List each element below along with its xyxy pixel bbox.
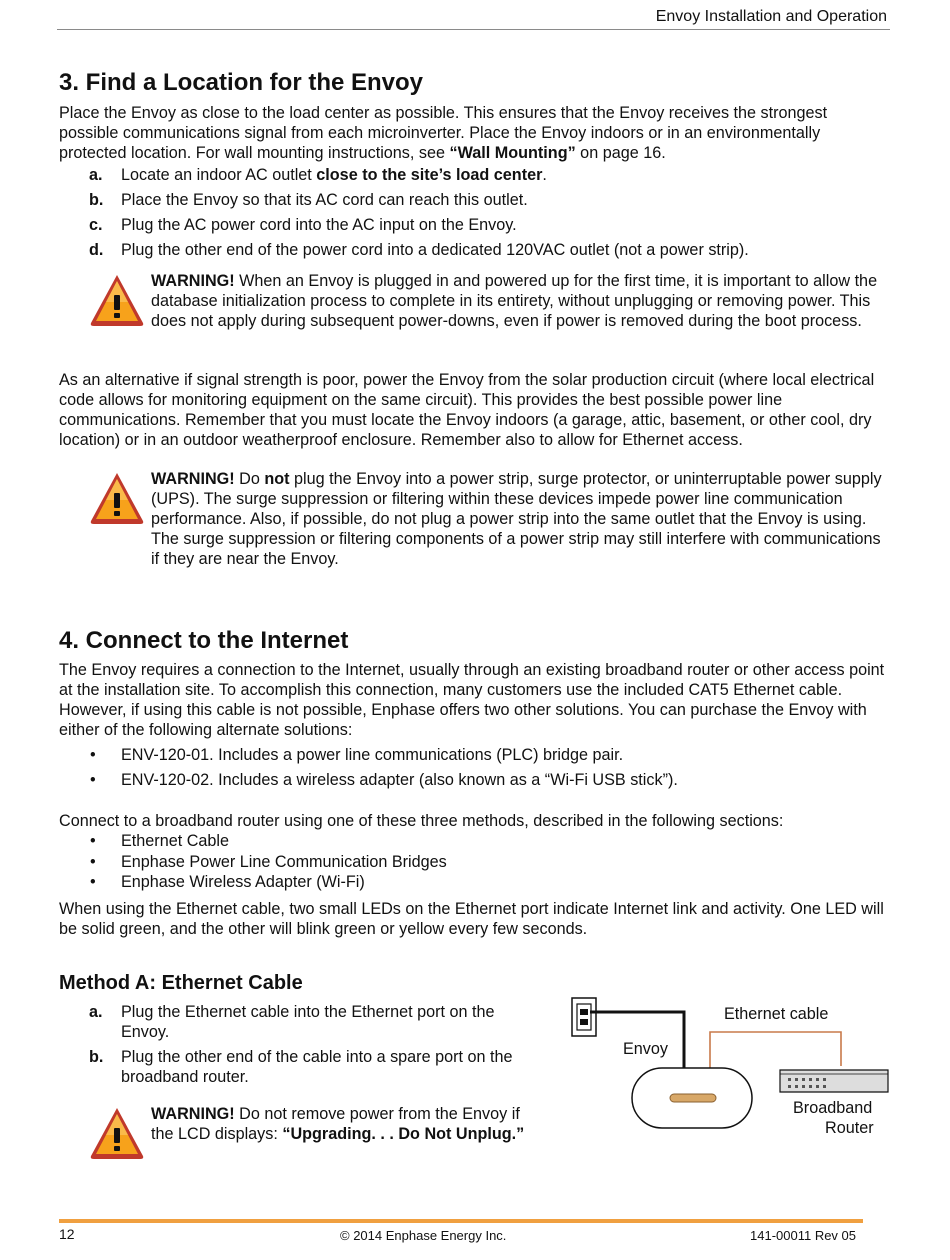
list-item: • ENV-120-01. Includes a power line communications (PLC) bridge pair.	[90, 746, 624, 764]
warning-text: WARNING! When an Envoy is plugged in and powered up for the first time, it is important to allow the database initialization process to complete in its entirety, without unplugging or removing power. This does not apply during subsequent power-downs, even if power is removed during the boot process.	[151, 272, 878, 330]
wall-outlet-icon	[572, 998, 596, 1036]
list-item: a. Locate an indoor AC outlet close to the site’s load center.	[89, 166, 547, 184]
connection-methods-list	[59, 832, 447, 894]
warning-triangle-icon	[88, 1104, 146, 1162]
section-3-intro	[59, 103, 891, 163]
ethernet-cable-label: Ethernet cable	[724, 1005, 829, 1023]
envoy-device-icon	[632, 1068, 752, 1128]
document-number: 141-00011 Rev 05	[750, 1228, 857, 1243]
ethernet-connection-diagram	[566, 994, 896, 1144]
list-item: b. Plug the other end of the cable into a spare port on the broadband router.	[89, 1048, 513, 1086]
router-label-line2: Router	[825, 1119, 874, 1137]
section-4-intro: The Envoy requires a connection to the Internet, usually through an existing broadband router or other access point at the installation site. To accomplish this connection, many customers use the included CAT5 Ethernet cable. However, if using this cable is not possible, Enphase offers two other solutions. You can purchase the Envoy with either of the following alternate solutions:	[59, 661, 885, 739]
warning-triangle-icon	[88, 469, 146, 527]
broadband-router-icon	[780, 1070, 888, 1092]
footer-rule	[59, 1219, 863, 1223]
wall-mounting-reference: “Wall Mounting”	[449, 144, 576, 162]
envoy-label: Envoy	[623, 1040, 668, 1058]
ethernet-cable-line	[710, 1032, 841, 1070]
list-item: • Enphase Power Line Communication Bridges	[90, 852, 447, 871]
warning-text: WARNING! Do not plug the Envoy into a power strip, surge protector, or uninterruptable power supply (UPS). The surge suppression or filtering within these devices impede power line communication performance. Also, if possible, do not plug a power strip into the same outlet that the Envoy is using. The surge suppression or filtering components of a power strip may still interfere with communications if they are near the Envoy.	[151, 470, 882, 568]
methods-intro: Connect to a broadband router using one of these three methods, described in the following sections:	[59, 812, 784, 830]
warning-triangle-icon	[88, 271, 146, 329]
intro-text: Place the Envoy as close to the load center as possible. This ensures that the Envoy receives the strongest possible communications signal from each microinverter. Place the Envoy indoors or in an environmentally protected location. For wall mounting instructions, see	[59, 104, 828, 162]
intro-text-end: on page 16.	[575, 144, 666, 162]
led-note: When using the Ethernet cable, two small LEDs on the Ethernet port indicate Internet link and activity. One LED will be solid green, and the other will blink green or yellow every few seconds.	[59, 900, 884, 938]
header-rule	[57, 29, 890, 30]
list-item: a. Plug the Ethernet cable into the Ethernet port on the Envoy.	[89, 1003, 495, 1041]
running-header: Envoy Installation and Operation	[655, 8, 887, 25]
section-3-heading: 3. Find a Location for the Envoy	[59, 69, 424, 96]
list-item: c. Plug the AC power cord into the AC input on the Envoy.	[89, 216, 517, 234]
alternate-solutions-list	[59, 746, 678, 796]
page-number: 12	[59, 1226, 75, 1242]
list-item: • ENV-120-02. Includes a wireless adapter (also known as a “Wi-Fi USB stick”).	[90, 771, 678, 789]
copyright: © 2014 Enphase Energy Inc.	[340, 1228, 507, 1243]
list-item: d. Plug the other end of the power cord into a dedicated 120VAC outlet (not a power strip).	[89, 241, 749, 259]
method-a-heading: Method A: Ethernet Cable	[59, 972, 303, 994]
location-steps	[59, 166, 749, 266]
alternative-paragraph: As an alternative if signal strength is poor, power the Envoy from the solar production circuit (where local electrical code allows for monitoring equipment on the same circuit). This provides the best possible power line communications. Remember that you must locate the Envoy indoors (a garage, attic, basement, or other cool, dry location) or in an outdoor weatherproof enclosure. Remember also to allow for Ethernet access.	[59, 371, 875, 449]
list-item: • Ethernet Cable	[90, 832, 229, 850]
router-label-line1: Broadband	[793, 1099, 873, 1117]
list-item: b. Place the Envoy so that its AC cord can reach this outlet.	[89, 191, 528, 209]
method-a-steps	[59, 1002, 559, 1092]
warning-text: WARNING! Do not remove power from the Envoy if the LCD displays: “Upgrading. . . Do Not Unplug.”	[151, 1105, 525, 1143]
list-item: • Enphase Wireless Adapter (Wi-Fi)	[90, 873, 365, 891]
section-4-heading: 4. Connect to the Internet	[59, 627, 349, 654]
